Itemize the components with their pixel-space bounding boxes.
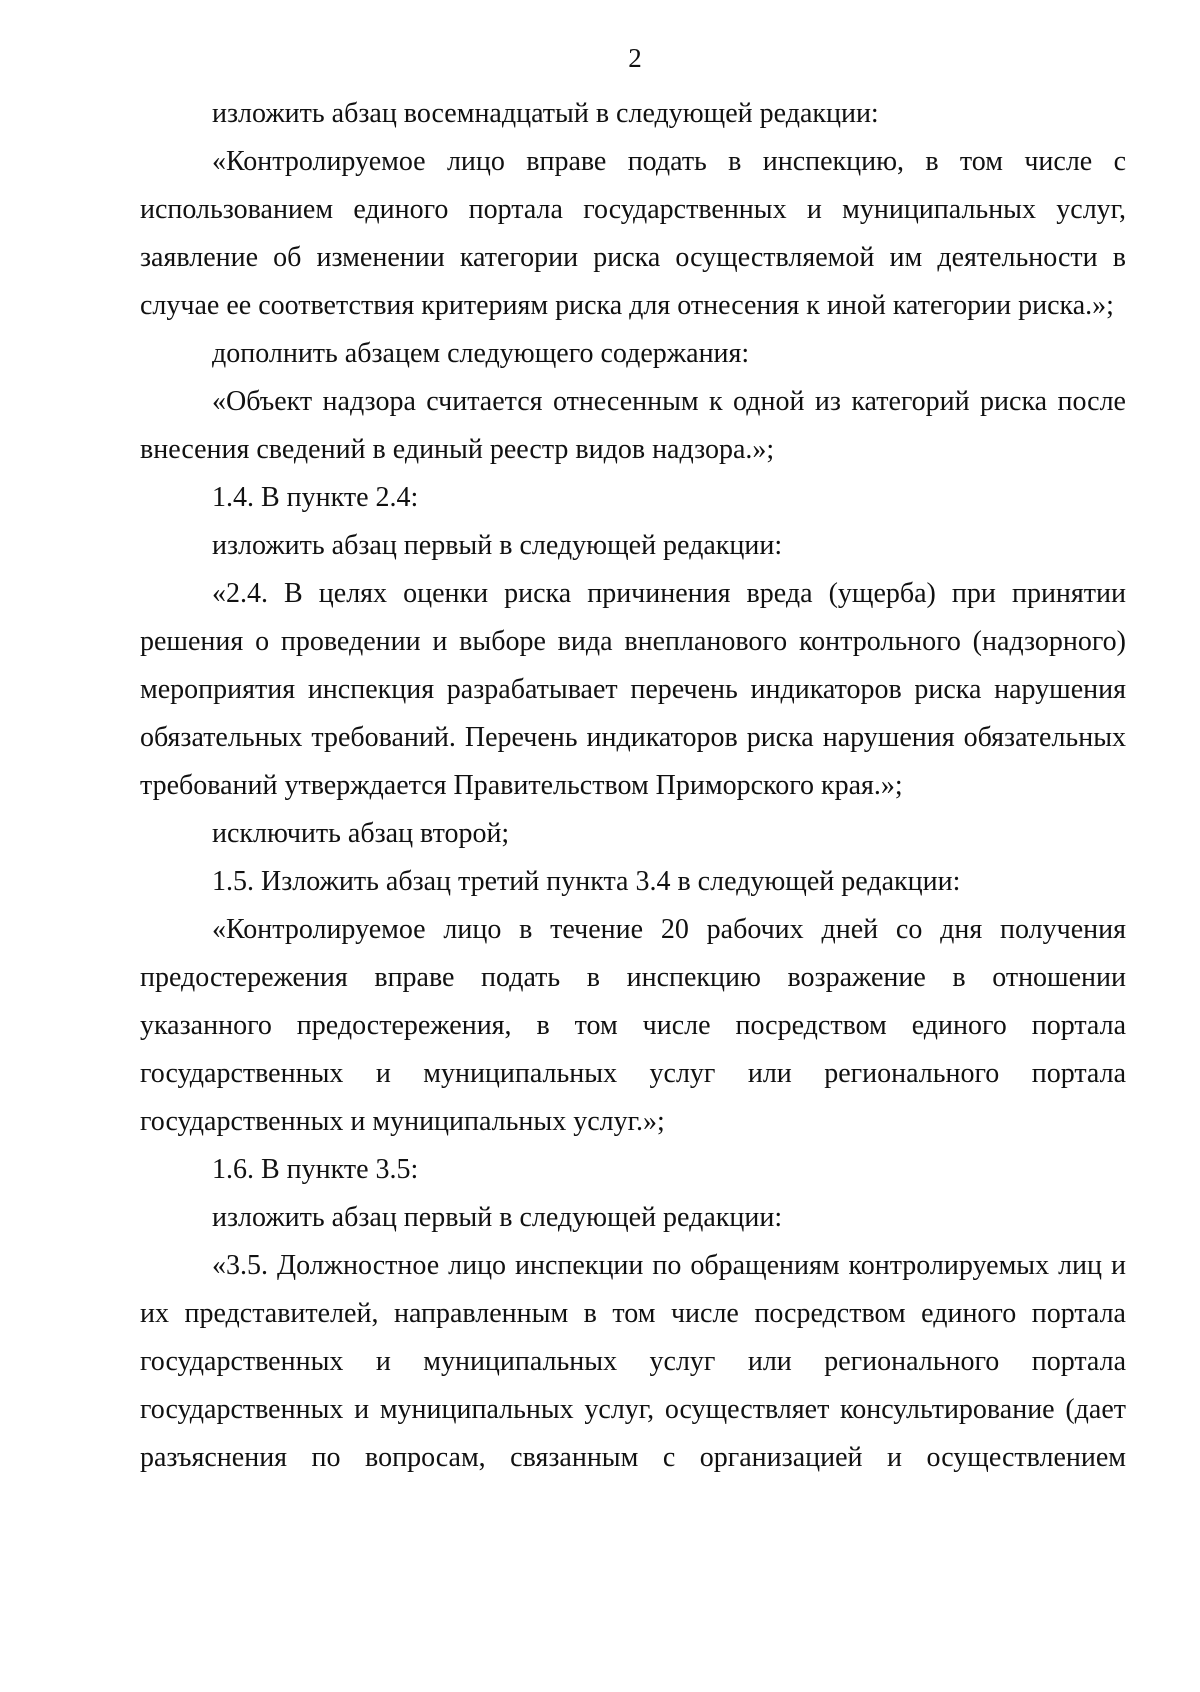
paragraph: «Контролируемое лицо вправе подать в инспекцию, в том числе с использованием единого портала государственных и муниципальных услуг, заявление об изменении категории риска осуществляемой им деятельности в случае ее соответствия критериям риска для отнесения к иной категории риска.»; xyxy=(140,146,1126,321)
paragraph: «Объект надзора считается отнесенным к одной из категорий риска после внесения сведений в единый реестр видов надзора.»; xyxy=(140,386,1126,465)
paragraph: 1.5. Изложить абзац третий пункта 3.4 в следующей редакции: xyxy=(212,866,961,897)
page-number: 2 xyxy=(628,43,642,73)
document-body xyxy=(140,90,1126,1482)
paragraph: 1.6. В пункте 3.5: xyxy=(212,1154,419,1185)
paragraph: изложить абзац первый в следующей редакции: xyxy=(212,530,783,561)
paragraph: 1.4. В пункте 2.4: xyxy=(212,482,419,513)
paragraph: «3.5. Должностное лицо инспекции по обращениям контролируемых лиц и их представителей, направленным в том числе посредством единого портала государственных и муниципальных услуг или регионального портала государственных и муниципальных услуг, осуществляет консультирование (дает разъяснения по вопросам, связанным с организацией и осуществлением xyxy=(140,1250,1126,1473)
paragraph: «Контролируемое лицо в течение 20 рабочих дней со дня получения предостережения вправе подать в инспекцию возражение в отношении указанного предостережения, в том числе посредством единого портала государственных и муниципальных услуг или регионального портала государственных и муниципальных услуг.»; xyxy=(140,914,1126,1137)
paragraph: изложить абзац первый в следующей редакции: xyxy=(212,1202,783,1233)
paragraph: «2.4. В целях оценки риска причинения вреда (ущерба) при принятии решения о проведении и выборе вида внепланового контрольного (надзорного) мероприятия инспекция разрабатывает перечень индикаторов риска нарушения обязательных требований. Перечень индикаторов риска нарушения обязательных требований утверждается Правительством Приморского края.»; xyxy=(140,578,1126,801)
paragraph: исключить абзац второй; xyxy=(212,818,510,849)
paragraph: изложить абзац восемнадцатый в следующей редакции: xyxy=(212,98,879,129)
paragraph: дополнить абзацем следующего содержания: xyxy=(212,338,750,369)
